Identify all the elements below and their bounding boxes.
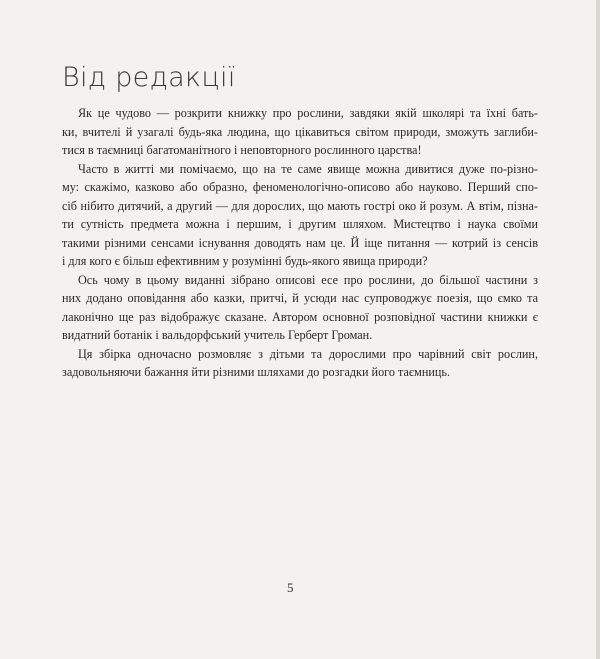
page-title: Від редакції — [62, 62, 236, 93]
page-number: 5 — [287, 580, 294, 595]
text-line: них додано оповідання або казки, притчі, й усюди нас супроводжує поезія, що ємко та — [62, 291, 538, 305]
text-line: ки, вчителі й узагалі будь-яка людина, що цікавиться світом природи, зможуть заглиби- — [62, 124, 538, 139]
paragraph — [62, 160, 538, 271]
text-line: і для кого є більш ефективним у розумінні будь-якого явища природи? — [62, 254, 428, 268]
text-line: видатний ботанік і вальдорфський учитель Герберт Громан. — [62, 328, 373, 342]
text-line: му: скажімо, казково або образно, феноменологічно-описово або науково. Перший спо- — [62, 180, 538, 194]
body-text — [62, 104, 538, 382]
text-line: Часто в житті ми помічаємо, що на те саме явище можна дивитися дуже по-різно- — [78, 161, 538, 176]
paragraph — [62, 104, 538, 160]
text-line: Ось чому в цьому виданні зібрано описові есе про рослини, до більшої частини з — [78, 272, 538, 287]
text-line: Ця збірка одночасно розмовляє з дітьми та дорослими про чарівний світ рослин, — [78, 346, 538, 361]
text-line: сіб нібито дитячий, а другий — для дорослих, що мають гострі око й розум. А втім, пізна- — [62, 198, 538, 213]
text-line: такими різними сенсами існування доводять нам це. Й іще питання — котрий із сенсів — [62, 235, 538, 250]
text-line: тися в таємниці багатоманітного і неповторного рослинного царства! — [62, 143, 422, 157]
text-line: ти сутність предмета можна і першим, і другим шляхом. Мистецтво і наука своїми — [62, 217, 538, 231]
text-line: Як це чудово — розкрити книжку про рослини, завдяки якій школярі та їхні бать- — [78, 106, 538, 120]
paragraph — [62, 271, 538, 345]
paragraph — [62, 345, 538, 382]
text-line: лаконічно ще раз відображує сказане. Автором основної розповідної частини книжки є — [62, 309, 538, 324]
text-line: задовольняючи бажання йти різними шляхами до розгадки його таємниць. — [62, 365, 450, 379]
page-edge — [596, 0, 600, 659]
